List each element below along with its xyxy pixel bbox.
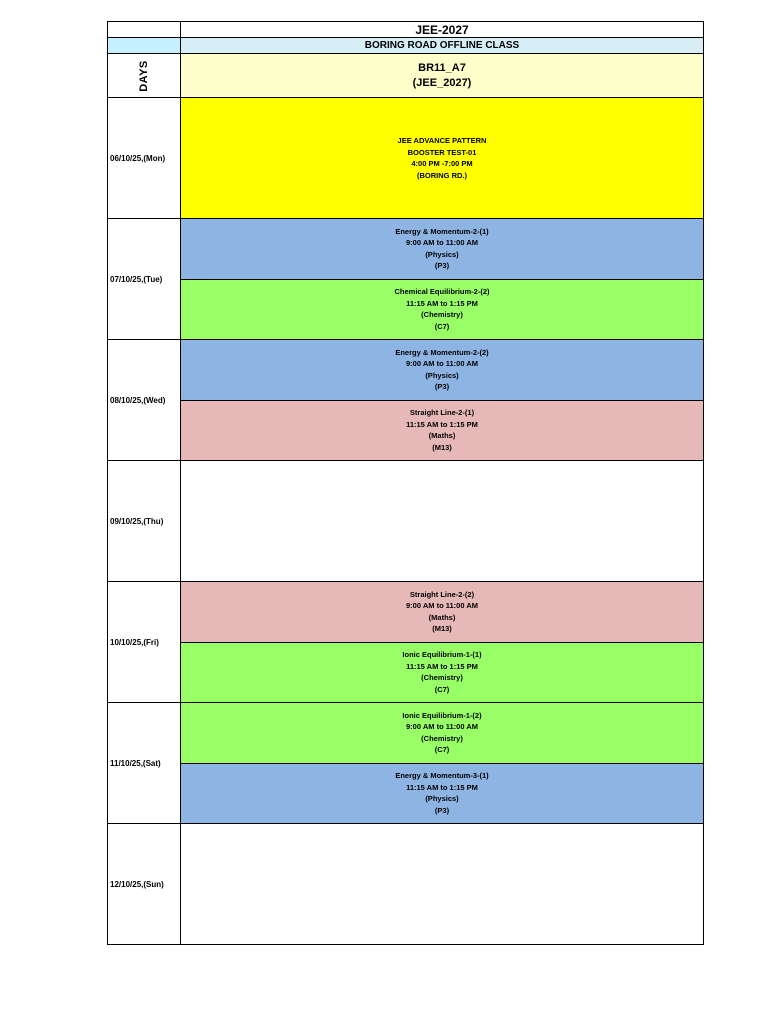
session-cell xyxy=(181,763,703,824)
session-subject: (Chemistry) xyxy=(421,310,463,320)
empty-session-cell xyxy=(181,824,703,944)
day-label: 07/10/25,(Tue) xyxy=(110,274,163,284)
day-sessions xyxy=(181,340,703,460)
batch-header-cell xyxy=(181,54,703,97)
session-code: (C7) xyxy=(434,684,450,694)
session-topic: Straight Line-2-(2) xyxy=(409,589,475,599)
empty-session-cell xyxy=(181,461,703,581)
day-sessions xyxy=(181,582,703,702)
day-sessions xyxy=(181,703,703,823)
subtitle-row xyxy=(108,38,703,54)
day-label: 09/10/25,(Thu) xyxy=(110,516,164,526)
session-code: (BORING RD.) xyxy=(417,170,467,180)
day-sessions xyxy=(181,461,703,581)
day-cell xyxy=(108,98,181,218)
session-code: (M13) xyxy=(432,624,452,634)
session-code: (C7) xyxy=(434,745,450,755)
session-subject: (Maths) xyxy=(428,612,456,622)
timetable-title: JEE-2027 xyxy=(415,22,469,37)
session-code: (M13) xyxy=(432,442,452,452)
days-header-cell xyxy=(108,54,181,97)
session-cell xyxy=(181,98,703,218)
day-row xyxy=(108,461,703,582)
session-cell xyxy=(181,340,703,400)
session-time: 9:00 AM to 11:00 AM xyxy=(406,601,478,611)
session-cell xyxy=(181,279,703,340)
session-subject: (Physics) xyxy=(425,249,459,259)
session-topic: Energy & Momentum-3-(1) xyxy=(395,771,489,781)
session-time: 11:15 AM to 1:15 PM xyxy=(406,419,478,429)
session-topic: Energy & Momentum-2-(1) xyxy=(395,226,489,236)
session-cell xyxy=(181,703,703,763)
day-row xyxy=(108,703,703,824)
timetable xyxy=(107,21,704,945)
days-header-label: DAYS xyxy=(138,59,150,92)
day-rows xyxy=(108,98,703,945)
day-sessions xyxy=(181,98,703,218)
day-row xyxy=(108,824,703,945)
session-code: (C7) xyxy=(434,321,450,331)
day-label: 08/10/25,(Wed) xyxy=(110,395,166,405)
session-subject: (Physics) xyxy=(425,794,459,804)
batch-program: (JEE_2027) xyxy=(412,76,472,89)
session-code: (P3) xyxy=(434,805,450,815)
day-row xyxy=(108,582,703,703)
session-time: 9:00 AM to 11:00 AM xyxy=(406,722,478,732)
session-time: 11:15 AM to 1:15 PM xyxy=(406,298,478,308)
batch-row xyxy=(108,54,703,98)
session-code: (P3) xyxy=(434,261,450,271)
day-cell xyxy=(108,340,181,460)
day-row xyxy=(108,340,703,461)
session-topic: Straight Line-2-(1) xyxy=(409,408,475,418)
session-subject: (Maths) xyxy=(428,431,456,441)
day-sessions xyxy=(181,219,703,339)
title-row xyxy=(108,22,703,38)
day-cell xyxy=(108,582,181,702)
timetable-subtitle: BORING ROAD OFFLINE CLASS xyxy=(181,38,703,53)
day-cell xyxy=(108,219,181,339)
session-time: 9:00 AM to 11:00 AM xyxy=(406,359,478,369)
session-subject: 4:00 PM -7:00 PM xyxy=(411,159,473,168)
session-time: 11:15 AM to 1:15 PM xyxy=(406,782,478,792)
day-label: 11/10/25,(Sat) xyxy=(110,758,161,768)
session-time: 9:00 AM to 11:00 AM xyxy=(406,238,478,248)
session-cell xyxy=(181,400,703,461)
session-topic: Chemical Equilibrium-2-(2) xyxy=(394,287,490,297)
session-topic: Ionic Equilibrium-1-(1) xyxy=(402,650,482,660)
session-topic: Energy & Momentum-2-(2) xyxy=(395,347,489,357)
session-topic: Ionic Equilibrium-1-(2) xyxy=(402,710,482,720)
session-subject: (Chemistry) xyxy=(421,733,463,743)
batch-code: BR11_A7 xyxy=(418,61,466,74)
session-cell xyxy=(181,642,703,703)
session-time: 11:15 AM to 1:15 PM xyxy=(406,661,478,671)
session-cell xyxy=(181,582,703,642)
session-code: (P3) xyxy=(434,382,450,392)
subtitle-days-cell xyxy=(108,38,181,53)
day-label: 12/10/25,(Sun) xyxy=(110,879,164,889)
day-cell xyxy=(108,461,181,581)
title-days-cell xyxy=(108,22,181,37)
day-label: 06/10/25,(Mon) xyxy=(110,153,166,163)
session-subject: (Physics) xyxy=(425,370,459,380)
session-topic: JEE ADVANCE PATTERN xyxy=(397,136,487,145)
day-cell xyxy=(108,703,181,823)
day-cell xyxy=(108,824,181,944)
session-time: BOOSTER TEST-01 xyxy=(407,147,477,157)
day-row xyxy=(108,219,703,340)
session-cell xyxy=(181,219,703,279)
day-sessions xyxy=(181,824,703,944)
session-subject: (Chemistry) xyxy=(421,673,463,683)
day-row xyxy=(108,98,703,219)
day-label: 10/10/25,(Fri) xyxy=(110,637,159,647)
